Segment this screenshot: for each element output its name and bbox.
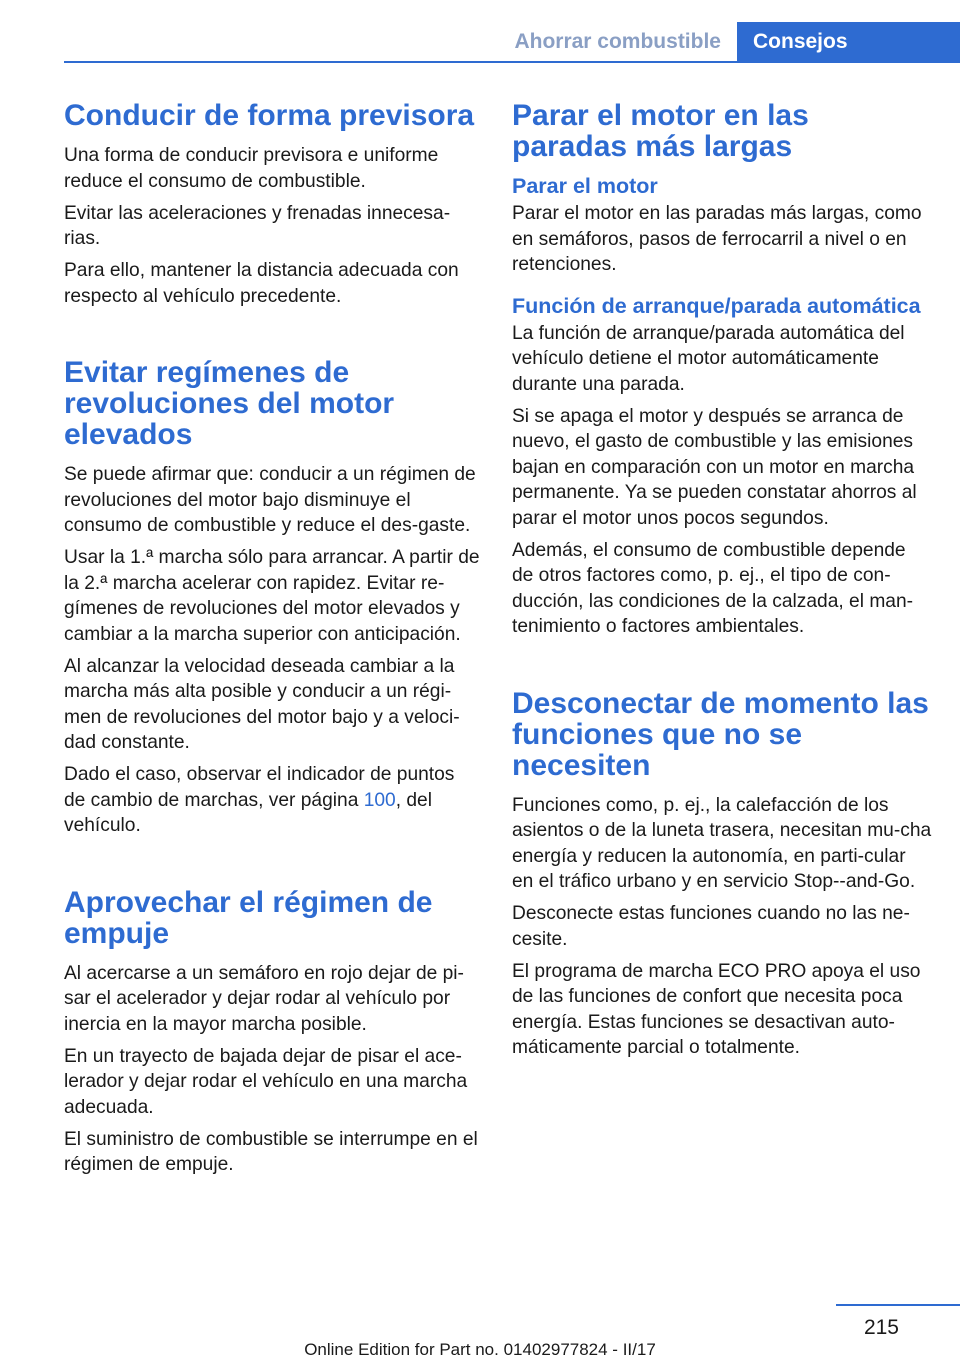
paragraph: Para ello, mantener la distancia adecuada con respecto al vehículo precedente. bbox=[64, 260, 459, 307]
paragraph: Al alcanzar la velocidad deseada cambiar a la marcha más alta posible y conducir a un régi‐men de revoluciones del motor bajo y a veloci‐dad constante. bbox=[64, 655, 460, 753]
paragraph: Usar la 1.ª marcha sólo para arrancar. A partir de la 2.ª marcha acelerar con rapidez. Evitar re‐gímenes de revoluciones del motor elevados y cambiar a la marcha superior con anticipación. bbox=[64, 547, 480, 645]
section-title: Parar el motor en las paradas más largas bbox=[512, 99, 809, 163]
paragraph: La función de arranque/parada automática del vehículo detiene el motor automáticamente durante una parada. bbox=[512, 322, 905, 395]
paragraph: El programa de marcha ECO PRO apoya el uso de las funciones de confort que necesita poca energía. Estas funciones se desactivan auto‐máticamente parcial o totalmente. bbox=[512, 960, 921, 1058]
section-title: Conducir de forma previsora bbox=[64, 99, 475, 132]
paragraph: Funciones como, p. ej., la calefacción de los asientos o de la luneta trasera, necesitan mu‐cha energía y reducen la autonomía, en parti‐cular en el tráfico urbano y en servicio Stop-‐and-Go. bbox=[512, 794, 932, 892]
page-number: 215 bbox=[863, 1316, 899, 1339]
page-reference-link[interactable]: 100 bbox=[363, 789, 396, 811]
paragraph: Desconecte estas funciones cuando no las ne‐cesite. bbox=[512, 903, 910, 950]
paragraph: Además, el consumo de combustible depende de otros factores como, p. ej., el tipo de con‐ducción, las condiciones de la calzada, el man‐tenimiento o factores ambientales. bbox=[512, 539, 914, 637]
chapter-tab: Consejos bbox=[737, 22, 960, 62]
paragraph: El suministro de combustible se interrumpe en el régimen de empuje. bbox=[64, 1128, 478, 1175]
section-title: Evitar regímenes de revoluciones del motor elevados bbox=[64, 356, 395, 451]
section-title: Desconectar de momento las funciones que no se necesiten bbox=[512, 686, 929, 782]
paragraph-with-page-ref bbox=[64, 762, 480, 839]
section-tab: Ahorrar combustible bbox=[514, 30, 721, 53]
paragraph: Al acercarse a un semáforo en rojo dejar de pi‐sar el acelerador y dejar rodar al vehículo por inercia en la mayor marcha posible. bbox=[64, 962, 464, 1035]
footer-rule bbox=[836, 1304, 960, 1306]
subsection-title: Función de arranque/parada automática bbox=[512, 293, 921, 318]
page-header bbox=[0, 0, 960, 62]
subsection-title: Parar el motor bbox=[512, 174, 658, 198]
paragraph: Parar el motor en las paradas más largas, como en semáforos, pasos de ferrocarril a nivel o en retenciones. bbox=[512, 203, 922, 275]
paragraph: Evitar las aceleraciones y frenadas innecesa‐rias. bbox=[64, 202, 451, 249]
header-rule bbox=[64, 61, 960, 63]
paragraph-text: Dado el caso, observar el indicador de puntos de cambio de marchas, ver página bbox=[64, 764, 455, 811]
paragraph: Una forma de conducir previsora e uniforme reduce el consumo de combustible. bbox=[64, 145, 439, 192]
left-column bbox=[64, 100, 480, 1184]
section-title: Aprovechar el régimen de empuje bbox=[64, 885, 433, 950]
paragraph-text: , del vehículo. bbox=[64, 789, 432, 836]
right-column bbox=[512, 100, 932, 1067]
edition-footer: Online Edition for Part no. 01402977824 - II/17 bbox=[304, 1340, 656, 1359]
paragraph: Si se apaga el motor y después se arranca de nuevo, el gasto de combustible y las emisiones bajan en comparación con un motor en marcha permanente. Ya se pueden constatar ahorros al parar el motor unos pocos segundos. bbox=[512, 405, 917, 529]
paragraph: Se puede afirmar que: conducir a un régimen de revoluciones del motor bajo disminuye el consumo de combustible y reduce el des‐gaste. bbox=[64, 464, 476, 536]
paragraph: En un trayecto de bajada dejar de pisar el ace‐lerador y dejar rodar el vehículo en una marcha adecuada. bbox=[64, 1045, 468, 1118]
